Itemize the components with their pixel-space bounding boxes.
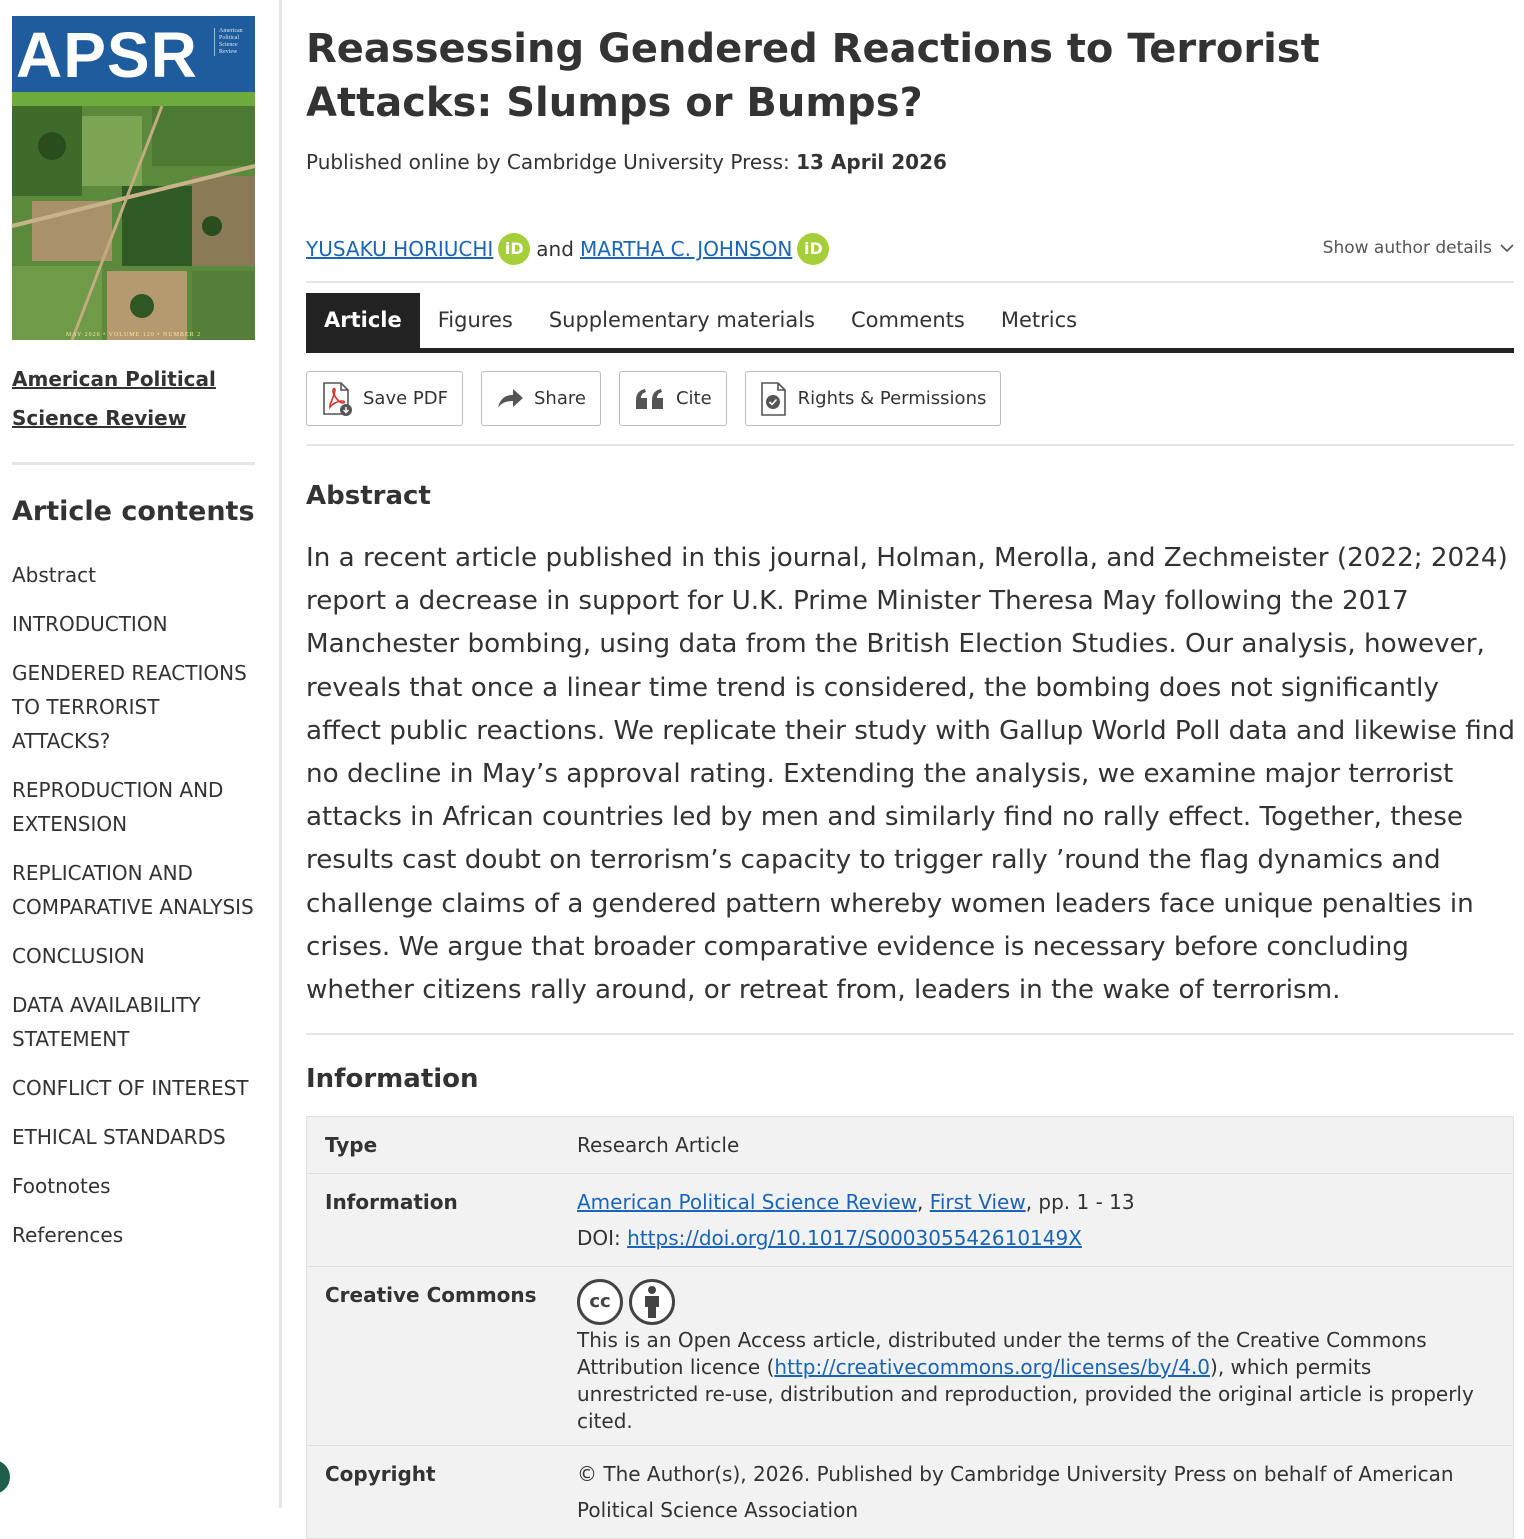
show-author-details-label: Show author details — [1322, 238, 1492, 258]
rights-permissions-label: Rights & Permissions — [797, 388, 987, 409]
toc-item-footnotes[interactable]: Footnotes — [12, 1174, 111, 1198]
info-key-type: Type — [325, 1133, 378, 1157]
tab-article[interactable]: Article — [306, 293, 420, 348]
published-label: Published online by Cambridge University Press: — [306, 150, 797, 174]
info-row-type — [307, 1117, 1513, 1174]
show-author-details-toggle[interactable] — [1323, 238, 1514, 258]
page-range: , pp. 1 - 13 — [1025, 1190, 1135, 1214]
cover-strip — [12, 92, 255, 106]
chevron-down-icon — [1500, 241, 1514, 255]
tab-figures[interactable]: Figures — [437, 308, 513, 332]
cite-button[interactable] — [619, 371, 727, 426]
info-value-creative-commons — [577, 1277, 1495, 1435]
cc-license-text — [577, 1327, 1495, 1435]
left-sidebar — [0, 0, 282, 1508]
abstract-text: In a recent article published in this journal, Holman, Merolla, and Zechmeister (2022; 2024) report a decrease in support for U.K. Prime Minister Theresa May following the 2017 Manchester bombing, using data from the British Election Studies. Our analysis, however, reveals that once a linear time trend is considered, the bombing does not significantly affect public reactions. We replicate their study with Gallup World Poll data and likewise find no decline in May’s approval rating. Extending the analysis, we examine major terrorist attacks in African countries led by men and similarly find no rally effect. Together, these results cast doubt on terrorism’s capacity to trigger rally ’round the flag dynamics and challenge claims of a gendered pattern whereby women leaders face unique penalties in crises. We argue that broader comparative evidence is necessary before concluding whether citizens rally around, or retreat from, leaders in the wake of terrorism. — [306, 543, 1515, 1006]
toc-item-ethical-standards[interactable]: ETHICAL STANDARDS — [12, 1125, 226, 1149]
toc-item-abstract[interactable]: Abstract — [12, 563, 96, 587]
article-tabs — [306, 293, 1514, 353]
info-row-information — [307, 1174, 1513, 1267]
author-list — [306, 232, 835, 266]
rights-permissions-button[interactable] — [745, 371, 1002, 426]
first-view-link[interactable]: First View — [929, 1190, 1026, 1214]
share-label: Share — [533, 388, 586, 409]
info-key-information: Information — [325, 1190, 458, 1214]
author-link-horiuchi[interactable]: YUSAKU HORIUCHI — [306, 237, 494, 261]
toolbar-divider — [306, 444, 1514, 446]
toc-item-gendered-reactions[interactable]: GENDERED REACTIONS TO TERRORIST ATTACKS? — [12, 661, 247, 753]
info-key-creative-commons: Creative Commons — [325, 1283, 537, 1307]
share-icon — [496, 388, 524, 410]
attribution-person-icon — [629, 1279, 675, 1325]
cc-icon: cc — [577, 1279, 623, 1325]
author-separator: and — [536, 237, 574, 261]
info-row-copyright — [307, 1446, 1513, 1538]
tabs-divider — [306, 281, 1514, 283]
cover-footer: MAY 2026 • VOLUME 120 • NUMBER 2 — [65, 332, 202, 338]
abstract-heading: Abstract — [306, 481, 431, 511]
floating-help-button[interactable] — [0, 1460, 10, 1494]
cover-logo: APSR — [16, 19, 198, 91]
save-pdf-label: Save PDF — [363, 388, 448, 409]
journal-title-link[interactable]: American Political Science Review — [12, 367, 216, 430]
orcid-icon[interactable]: iD — [498, 233, 530, 265]
author-link-johnson[interactable]: MARTHA C. JOHNSON — [579, 237, 793, 261]
article-contents-list — [12, 558, 262, 1267]
published-line — [306, 150, 947, 174]
tab-metrics[interactable]: Metrics — [1000, 308, 1078, 332]
cc-license-icons[interactable] — [577, 1279, 1495, 1325]
journal-link[interactable]: American Political Science Review — [577, 1190, 918, 1214]
doi-link[interactable]: https://doi.org/10.1017/S000305542610149X — [627, 1226, 1082, 1250]
cover-aerial-photo — [12, 106, 255, 340]
cc-text-part-2: ), which permits unrestricted re-use, distribution and reproduction, provided the original article is properly cited. — [577, 1355, 1474, 1433]
information-heading: Information — [306, 1064, 479, 1094]
orcid-icon[interactable]: iD — [797, 233, 829, 265]
article-toolbar — [306, 371, 1019, 426]
sidebar-divider — [12, 462, 255, 465]
tab-supplementary-materials[interactable]: Supplementary materials — [548, 308, 815, 332]
article-title: Reassessing Gendered Reactions to Terrorist Attacks: Slumps or Bumps? — [306, 26, 1320, 126]
share-button[interactable] — [481, 371, 601, 426]
article-contents-heading: Article contents — [12, 496, 255, 527]
quote-icon — [634, 388, 666, 410]
pdf-icon — [321, 381, 353, 417]
toc-item-data-availability[interactable]: DATA AVAILABILITY STATEMENT — [12, 993, 201, 1051]
cite-label: Cite — [675, 388, 712, 409]
cc-text-part-1: This is an Open Access article, distributed under the terms of the Creative Commons Attribution licence ( — [577, 1328, 1427, 1379]
info-key-copyright: Copyright — [325, 1462, 436, 1486]
permissions-icon — [760, 381, 788, 417]
journal-cover-image[interactable] — [12, 16, 255, 340]
info-row-creative-commons — [307, 1267, 1513, 1446]
info-value-information: American Political Science Review, First View, pp. 1 - 13 DOI: https://doi.org/10.1017/S000305542610149X — [577, 1190, 1135, 1250]
cover-subtitle: American Political Science Review — [214, 28, 254, 56]
tab-comments[interactable]: Comments — [850, 308, 965, 332]
published-date: 13 April 2026 — [796, 150, 947, 174]
toc-item-conflict-of-interest[interactable]: CONFLICT OF INTEREST — [12, 1076, 249, 1100]
abstract-divider — [306, 1033, 1514, 1035]
toc-item-references[interactable]: References — [12, 1223, 124, 1247]
toc-item-reproduction[interactable]: REPRODUCTION AND EXTENSION — [12, 778, 224, 836]
toc-item-replication[interactable]: REPLICATION AND COMPARATIVE ANALYSIS — [12, 861, 254, 919]
info-value-type: Research Article — [577, 1133, 740, 1157]
cc-license-link[interactable]: http://creativecommons.org/licenses/by/4.0 — [774, 1355, 1211, 1379]
person-icon — [639, 1285, 665, 1319]
toc-item-introduction[interactable]: INTRODUCTION — [12, 612, 168, 636]
save-pdf-button[interactable] — [306, 371, 463, 426]
info-value-copyright: © The Author(s), 2026. Published by Cambridge University Press on behalf of American Political Science Association — [577, 1462, 1454, 1522]
information-table — [306, 1116, 1514, 1539]
toc-item-conclusion[interactable]: CONCLUSION — [12, 944, 145, 968]
doi-label: DOI: — [577, 1226, 628, 1250]
